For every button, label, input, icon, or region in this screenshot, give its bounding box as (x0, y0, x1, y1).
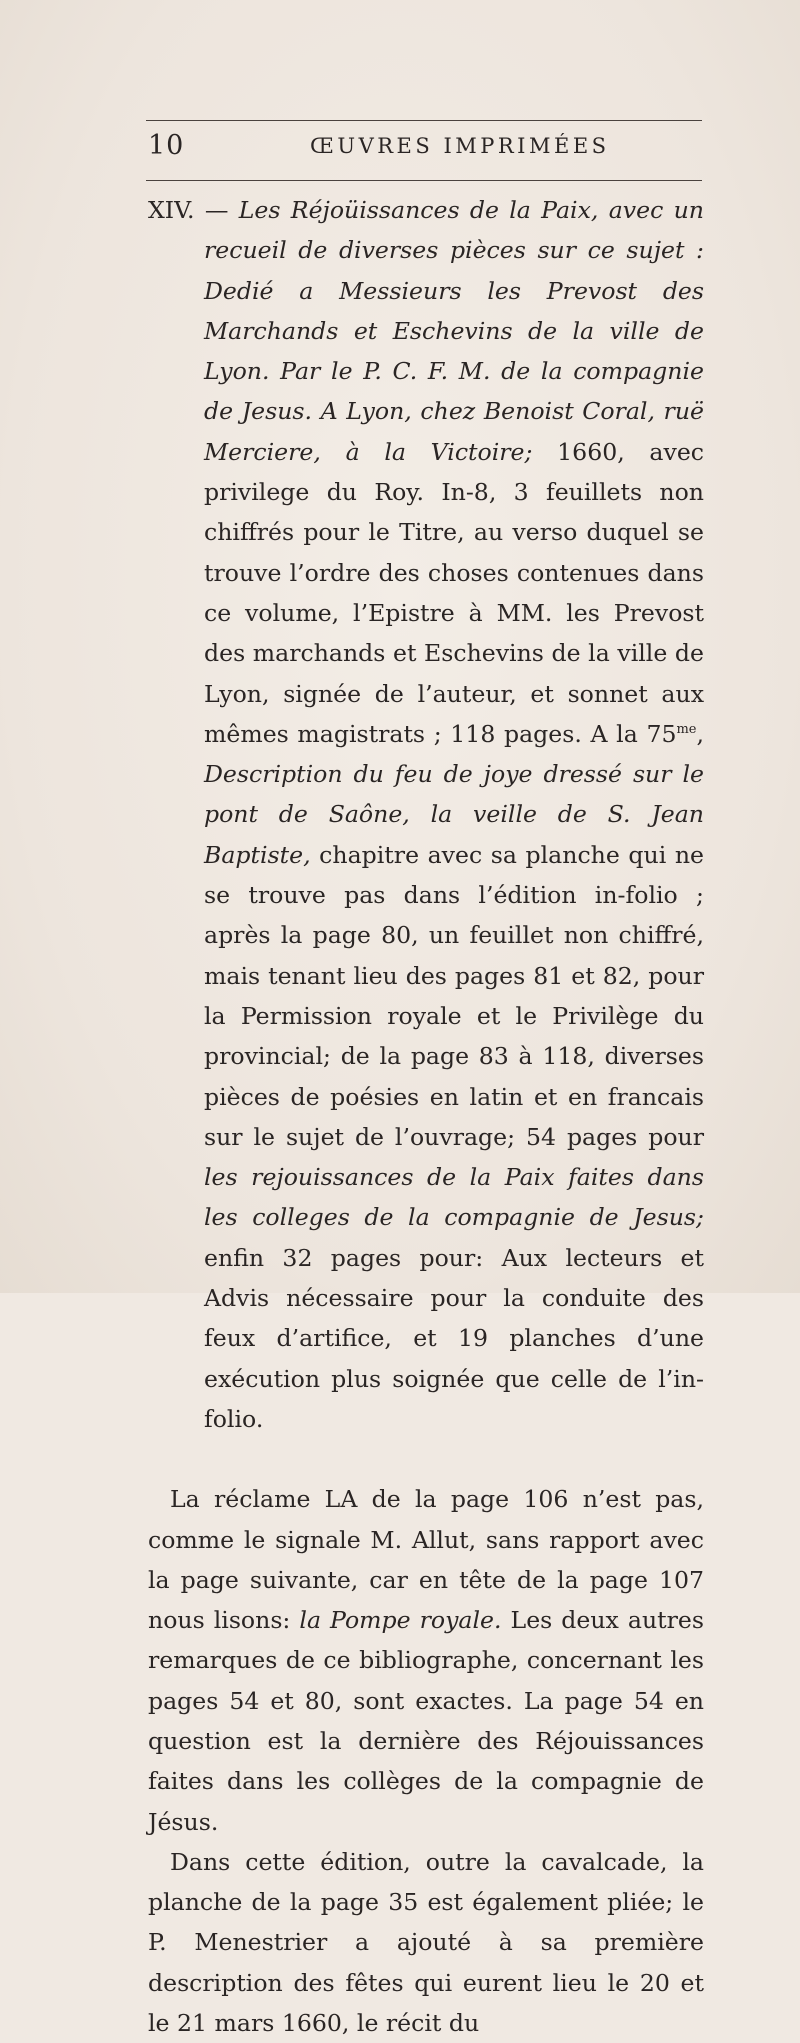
entry-title: Les Réjoüissances de la Paix, avec un recueil de diverses pièces sur ce sujet : Dedié a Messieurs les Prevost des Marchands et Eschevins de la ville de Lyon. Par le P. C. F. M. de la compagnie de Jesus. A Lyon, chez Benoist Coral, ruë Merciere, à la Victoire; (204, 196, 704, 466)
entry-text-1: 1660, avec privilege du Roy. In-8, 3 feuillets non chiffrés pour le Titre, au verso duquel se trouve l’ordre des choses contenues dans ce volume, l’Epistre à MM. les Prevost des marchands et Eschevins de la ville de Lyon, signée de l’auteur, et sonnet aux mêmes magistrats ; 118 pages. A la 75 (204, 437, 704, 748)
paragraph-1-text-2: Les deux autres remarques de ce bibliographe, concernant les pages 54 et 80, sont exactes. La page 54 en question est la dernière des Réjouissances faites dans les collèges de la compagnie de Jésus. (148, 1606, 704, 1836)
header-rule-top (146, 120, 702, 121)
paragraph-1-text-1: La réclame LA de la page 106 n’est pas, comme le signale M. Allut, sans rapport avec la page suivante, car en tête de la page 107 nous lisons: (148, 1485, 704, 1635)
paragraph-1-italic: la Pompe royale. (299, 1606, 502, 1635)
running-title: ŒUVRES IMPRIMÉES (310, 134, 610, 158)
paragraph-edition (148, 1842, 704, 2043)
entry-text-3: chapitre avec sa planche qui ne se trouve pas dans l’édition in-folio ; après la page 80, un feuillet non chiffré, mais tenant lieu des pages 81 et 82, pour la Permission royale et le Privilège du provincial; de la page 83 à 118, diverses pièces de poésies en latin et en francais sur le sujet de l’ouvrage; 54 pages pour (204, 840, 704, 1151)
entry-text-2: , (696, 719, 704, 748)
bibliography-entry (148, 190, 704, 1439)
entry-text-4: enfin 32 pages pour: Aux lecteurs et Advis nécessaire pour la conduite des feux d’artifice, et 19 planches d’une exécution plus soignée que celle de l’in-folio. (204, 1243, 704, 1433)
entry-superscript: me (676, 722, 697, 737)
header-rule-bottom (146, 180, 702, 181)
paragraph-reclame (148, 1479, 704, 1842)
page-number: 10 (148, 130, 185, 161)
body-text (148, 190, 704, 2043)
entry-number: XIV. — (148, 196, 239, 224)
paragraph-2-text: Dans cette édition, outre la cavalcade, la planche de la page 35 est également pliée; le P. Menestrier a ajouté à sa première description des fêtes qui eurent lieu le 20 et le 21 mars 1660, le récit du (148, 1847, 704, 2038)
entry-italic-2: Description du feu de joye dressé sur le pont de Saône, la veille de S. Jean Baptiste, (204, 760, 704, 869)
entry-italic-3: les rejouissances de la Paix faites dans les colleges de la compagnie de Jesus; (204, 1163, 704, 1232)
